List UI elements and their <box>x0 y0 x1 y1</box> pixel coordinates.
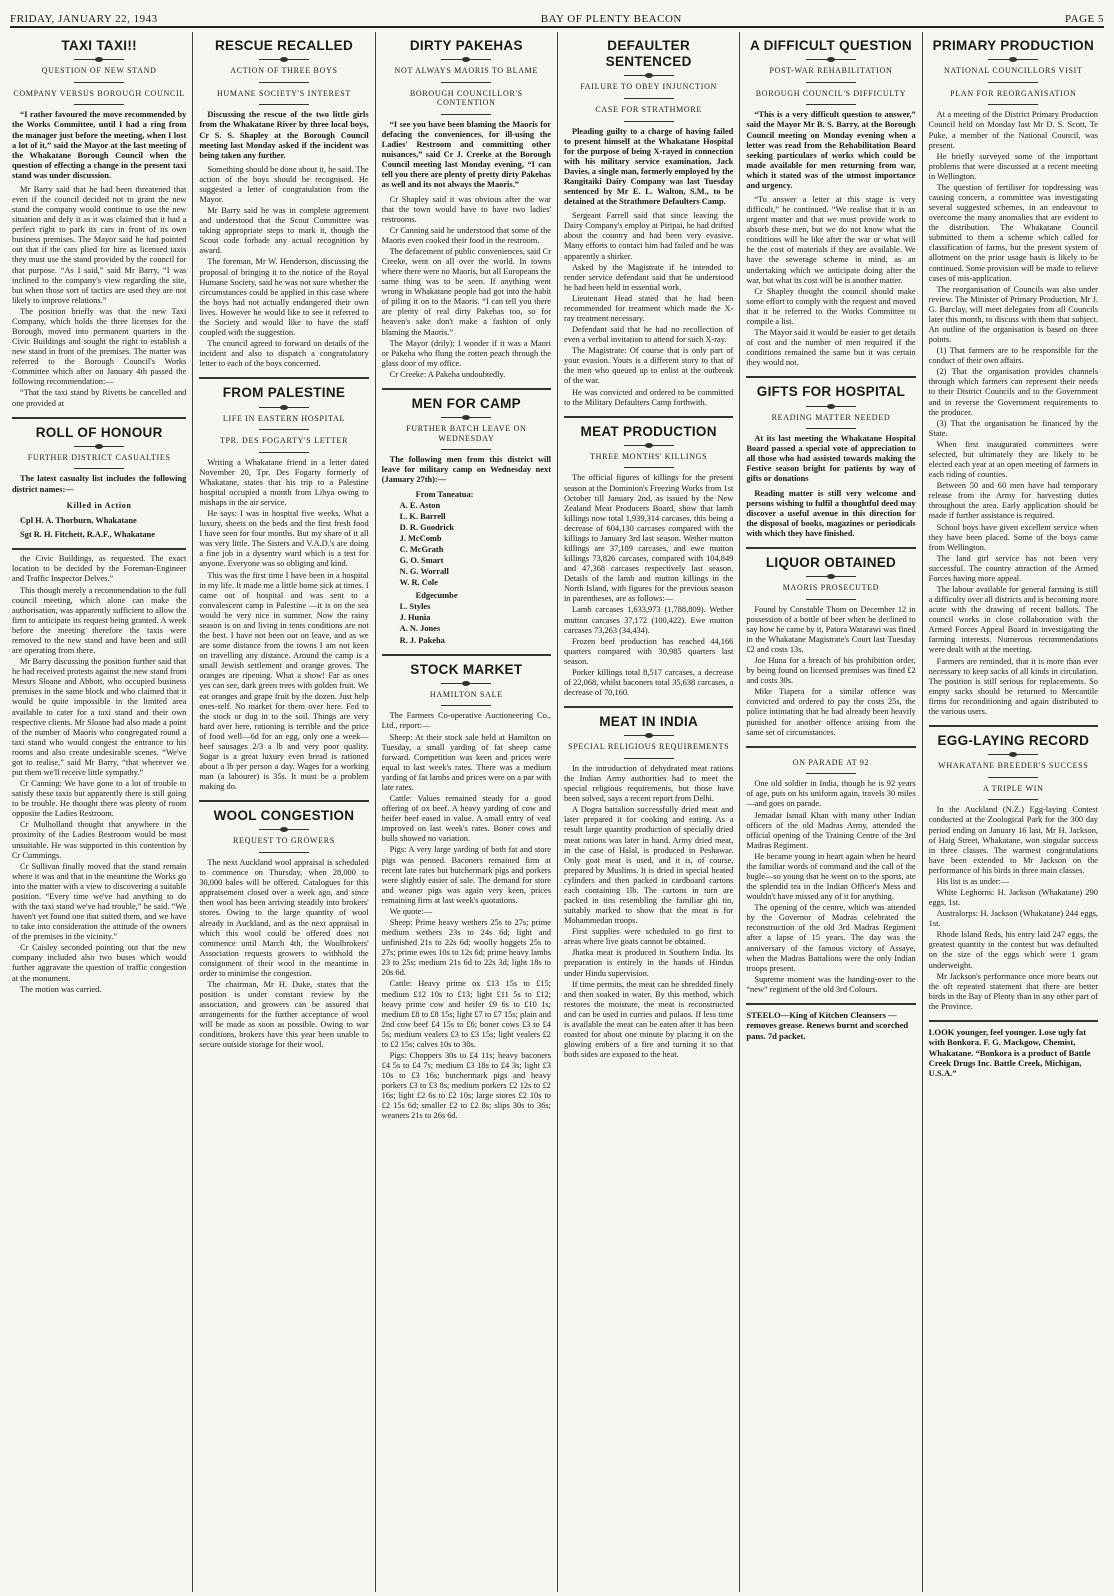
subheading: QUESTION OF NEW STAND <box>41 66 157 76</box>
paragraph: The motion was carried. <box>20 984 102 994</box>
paragraph: The reorganisation of Councils was also under review. The Minister of Primary Production, Mr J. G. Barclay, will meet delegates from all Councils later this month, to discuss with them that subject. An outline of the organisation is based on three points. <box>928 284 1098 345</box>
paragraph: Something should be done about it, he said. The action of the boys should be recognised. He suggested a letter of congratulation from the Mayor. <box>199 164 369 204</box>
paragraph: The position briefly was that the new Taxi Company, which holds the three licenses for the Borough, moved into permanent quarters in the Civic Buildings and sought the right to establish a new stand in front of the premises. The matter was referred to the Borough Council's Works Committee which after on January 4th passed the following recommendation:— <box>12 306 187 387</box>
article-headline-difficult: A DIFFICULT QUESTION <box>749 38 912 53</box>
name-list <box>400 490 551 646</box>
subheading: A TRIPLE WIN <box>983 783 1044 793</box>
paragraph: School boys have given excellent service when they have been placed. Some of the boys came from Wellington. <box>928 522 1098 552</box>
subheading: LIFE IN EASTERN HOSPITAL <box>222 413 346 423</box>
page-number: PAGE 5 <box>1065 12 1104 25</box>
paragraph: (2) That the organisation provides channels through which farmers can represent their needs to their District Councils and to the Government and in reverse the Government requirements to the producer. <box>928 367 1098 417</box>
paragraph: Porker killings total 8,517 carcases, a decrease of 22,068, whilst baconers total 35,638 carcases, a decrease of 70,160. <box>563 667 734 698</box>
subheading: TPR. DES FOGARTY'S LETTER <box>219 436 349 446</box>
list-item: L. K. Barrell <box>399 511 446 521</box>
divider <box>74 446 124 447</box>
paragraph: This though merely a recommendation to the full council meeting, which alone can make the authorisation, was apparently sufficient to allow the firm to anticipate its request being granted. A week before the meeting therefore the taxis were removed to the new stand and have been and still are operating from there. <box>12 585 187 656</box>
paragraph: Found by Constable Thom on December 12 in possession of a bottle of beer when he declined to say how he came by it, Patora Watarawi was fined in the Whakatane Magistrate's Court last Tuesday £2 and costs 13s. <box>746 604 916 654</box>
list-group-label: From Taneatua: <box>415 489 474 499</box>
paragraph: Farmers are reminded, that it is more than ever necessary to keep sacks of all kinds in circulation. The position is still serious for replacements. So empty sacks should be returned to Mercantile firms for reconditioning and again distributed to the various users. <box>928 656 1098 716</box>
column-1 <box>10 32 192 1592</box>
divider <box>74 59 124 60</box>
subheading: BOROUGH COUNCIL'S DIFFICULTY <box>755 88 907 98</box>
paragraph: Cr Shapley thought the council should make some effort to comply with the request and moved that it be referred to the Works Committee to compile a list. <box>746 286 916 326</box>
paragraph: Asked by the Magistrate if he intended to render service defendant said that he understood he had been held in essential work. <box>563 262 734 292</box>
article-headline-dirty: DIRTY PAKEHAS <box>409 38 523 53</box>
subheading: REQUEST TO GROWERS <box>233 836 335 846</box>
paragraph: Mr Barry said he was in complete agreement and understood that the Scout Committee was taking appropriate steps to mark it, though the Scout code forbade any actual recognition by award. <box>199 206 369 256</box>
article-headline-primary: PRIMARY PRODUCTION <box>932 38 1095 53</box>
list-item: A. E. Aston <box>399 500 441 510</box>
lead-paragraph: At its last meeting the Whakatane Hospital Board passed a special vote of appreciation to all those who had assisted towards making the Festive season bright for patients by way of gifts or donations <box>746 434 916 484</box>
divider <box>988 59 1038 60</box>
column-3 <box>375 32 557 1592</box>
paragraph: The labour available for general farming is still a difficulty over all districts and is becoming more acute with the drawing of recent ballots. The council works in close collaboration with the Armed Forces Appeal Board in investigating the farming interests. Numerous recommendations were dealt with at the meeting. <box>928 584 1098 655</box>
paragraph: In the introduction of dehydrated meat rations the Indian Army authorities had to meet the special religious requirements, but those have been solved, says a recent report from Delhi. <box>563 763 734 804</box>
list-item: D. R. Goodrick <box>399 522 455 532</box>
paragraph: Frozen beef production has reached 44,166 quarters compared with 30,985 quarters last season. <box>563 636 734 666</box>
list-item: R. J. Pakeha <box>399 635 445 645</box>
subheading: CASE FOR STRATHMORE <box>595 104 702 114</box>
paragraph: When first inaugurated committees were selected, but ultimately they are likely to be elected each year at an open meeting of farmers in each riding of counties. <box>928 439 1098 480</box>
paragraph: White Leghorns: H. Jackson (Whakatane) 290 eggs, 1st. <box>928 887 1098 908</box>
casualty-category: Killed in Action <box>66 500 132 510</box>
divider <box>806 428 856 429</box>
paragraph: Jemadar Ismail Khan with many other Indian officers of the old Madras Army, attended the official opening of the Training Centre of the 3rd Madras Regiment. <box>746 810 916 850</box>
column-6 <box>922 32 1104 1592</box>
paragraph: The Mayor said it would be easier to get details of cost and the number of men required if the conditions remained the same but it was certain they would not. <box>746 328 916 368</box>
list-item: N. G. Worrall <box>399 567 449 577</box>
section-rule <box>746 746 915 748</box>
lead-paragraph: “This is a very difficult question to answer,” said the Mayor Mr B. S. Barry, at the Borough Council meeting on Monday evening when a letter was read from the Rehabilitation Board seeking particulars of works which could be made available for men returning from war, which it stated was of the utmost importance and urgency. <box>746 110 916 190</box>
divider <box>74 468 124 469</box>
divider <box>259 429 309 430</box>
divider <box>624 98 674 99</box>
paragraph: “To answer a letter at this stage is very difficult,” he continued. “We realise that it is an urgent matter and that we must provide work to absorb these men, but we do not know what the conditions will be like after the war or what will be the cost of materials if they are available. We have the sewerage scheme in mind, as an undertaking which we anticipate doing after the war, but what its cost will be is another matter. <box>746 195 916 285</box>
paragraph: Cattle: Values remained steady for a good offering of ox beef. A heavy yarding of cow and heifer beef eased in value. A small entry of veal improved on last week's rates. Boner cows and bulls showed no variation. <box>381 794 551 844</box>
divider <box>988 82 1038 83</box>
casualty-name: Cpl H. A. Thorburn, Whakatane <box>20 516 137 526</box>
masthead <box>10 6 1104 28</box>
paragraph: Mike Tiapera for a similar offence was convicted and ordered to pay the costs 25s, the police intimating that he had already been heavily punished for another offence arising from the same set of circumstances. <box>746 687 916 737</box>
subheading: WHAKATANE BREEDER'S SUCCESS <box>938 761 1089 771</box>
list-item: J. McComb <box>399 533 442 543</box>
paragraph: Cr Sullivan finally moved that the stand remain where it was and that in the meantime the Works go into the matter with a view to discovering a suitable position. “Every time we've had anything to do with the taxi stand we've had trouble,” he said. “We haven't yet found one that suited them, and we have to take into consideration the attitude of the owners of the premises in the vicinity.” <box>12 861 187 942</box>
paragraph: Sergeant Farrell said that since leaving the Dairy Company's employ at Piripai, he had drifted about the country and had been very evasive. Many efforts to contact him had failed and he was apparently a shirker. <box>563 211 734 261</box>
paragraph: He says: I was in hospital five weeks. What a luxury, sheets on the beds and the first fresh food I have seen for four months. But my share of it all was very little. The Sisters and V.A.D.'s are doing a fine job in a dysentry ward which is a test for anyone. Everyone was so obliging and kind. <box>199 509 369 569</box>
divider <box>624 758 674 759</box>
article-headline-parade: ON PARADE AT 92 <box>792 757 870 767</box>
paragraph: The Magistrate: Of course that is only part of your evasion. Yours is a different story to that of the men who queued up to enlist at the outbreak of the war. <box>563 346 734 386</box>
list-group-label: Edgecumbe <box>415 591 458 601</box>
divider <box>441 82 491 83</box>
paragraph: He briefly surveyed some of the important problems that were discussed at a recent meeting in Wellington. <box>928 151 1098 181</box>
article-headline-defaulter: DEFAULTER SENTENCED <box>605 38 692 70</box>
divider <box>259 852 309 853</box>
article-headline-taxi: TAXI TAXI!! <box>61 38 137 53</box>
divider <box>988 754 1038 755</box>
article-headline-rescue: RESCUE RECALLED <box>214 38 353 53</box>
column-2 <box>192 32 374 1592</box>
subheading: POST-WAR REHABILITATION <box>769 66 893 76</box>
divider <box>806 104 856 105</box>
advertisement-bonkora: LOOK younger, feel younger. Lose ugly fat with Bonkora. F. G. Mackgow, Chemist, Whakatane. “Bonkora is a product of Battle Creek Drugs Inc. Battle Creek, Michigan, U.S.A.” <box>929 1020 1098 1079</box>
section-rule <box>564 416 733 418</box>
paragraph: Between 50 and 60 men have had temporary release from the Army for harvesting duties throughout the area. Early application should be made if further assistance is required. <box>928 481 1098 521</box>
section-rule <box>12 548 186 550</box>
lead-paragraph: Discussing the rescue of the two little girls from the Whakatane River by three local boys, Cr S. S. Shapley at the Borough Council meeting last Monday asked if the incident was being taken any further. <box>199 110 369 160</box>
column-4 <box>557 32 739 1592</box>
lead-paragraph: Reading matter is still very welcome and persons wishing to fulfil a thoughtful deed may discover a useful avenue in this direction for the disposal of books, magazines or periodicals with which they have finished. <box>746 488 916 538</box>
divider <box>624 121 674 122</box>
article-headline-liquor: LIQUOR OBTAINED <box>765 554 897 570</box>
ad-title: STEELO <box>746 1009 781 1020</box>
paragraph: Mr Barry discussing the position further said that he had received protests against the new stand from Messrs Sloane and Abbott, who occupied business premises in the same block and who claimed that it would be quite impossible in the limited area available to cater for a taxi stand and their own respective clients. Mr Sloane had also made a point of the number of Maoris who congregated round a taxi stand who would congest the entrance to his rooms and also create undesirable scenes. “We've got to realise,” said Mr Barry, “that wherever we put them we'll receive little sympathy.” <box>12 657 187 777</box>
paragraph: First supplies were scheduled to go first to areas where live goats cannot be obtained. <box>563 927 734 947</box>
divider <box>806 599 856 600</box>
paragraph: Cattle: Heavy prime ox £13 15s to £15; medium £12 10s to £13; light £11 5s to £12; heavy prime cow and heifer £9 6s to £10 1s; medium £8 to £8 15s; light £7 to £7 15s; plain and 2nd cow beef £4 15s to £6; boner cows £3 to £4 5s; medium vealers £3 to £3 15s; light vealers £2 to £2 15s; calves 10s to 30s. <box>381 979 551 1049</box>
paragraph: The Mayor (drily): I wonder if it was a Maori or Pakeha who flung the rotten peach through the glass door of my office. <box>381 338 551 368</box>
paragraph: The land girl service has not been very successful. The country attraction of the Armed Forces having more appeal. <box>928 553 1098 583</box>
paragraph: Pigs: A very large yarding of both fat and store pigs was penned. Baconers remained firm at recent late rates but butchermark pigs and porkers were slightly easier of sale. The demand for store and weaner pigs was again very keen, prices remaining firm at last week's quotations. <box>381 845 551 905</box>
article-headline-stock: STOCK MARKET <box>410 661 523 677</box>
section-rule <box>564 706 733 708</box>
section-rule <box>199 377 368 379</box>
casualty-name: Sgt R. H. Fitchett, R.A.F., Whakatane <box>20 530 155 540</box>
paragraph: Mr Jackson's performance once more bears out the oft repeated statement that there are better birds in the Bay of Plenty than in any other part of the Province. <box>928 971 1098 1011</box>
list-item: W. R. Cole <box>399 578 438 588</box>
paragraph: Cr Shapley said it was obvious after the war that the town would have to have two ladies' restrooms. <box>381 194 551 224</box>
paragraph: The question of fertiliser for topdressing was causing concern, a committee was investigating several suggested schemes, in an endeavour to overcome the many anomalies that are evident to the distribution. The Whakatane Council submitted to them a scheme which called for classification of farms, but the present system of allotment on the prior usage basis is likely to be continued. Some provision will be made to relieve cases of mis-application. <box>928 182 1098 283</box>
section-rule <box>746 376 915 378</box>
list-item: G. O. Smart <box>399 556 444 565</box>
divider <box>259 104 309 105</box>
divider <box>441 59 491 60</box>
subheading: READING MATTER NEEDED <box>771 412 891 422</box>
section-rule <box>382 654 551 656</box>
lead-paragraph: The latest casualty list includes the following district names:— <box>12 474 187 494</box>
paragraph: The Farmers Co-operative Auctioneering Co., Ltd., report:— <box>381 711 551 731</box>
divider <box>624 75 674 76</box>
divider <box>806 406 856 407</box>
lead-paragraph: “I see you have been blaming the Maoris for defacing the conveniences, for ill-using the Ladies' Restroom and committing other nuisances,” said Cr J. Creeke at the Borough Council meeting last Monday evening, “I can tell you there are plenty of pretty dirty Pakehas as well and its not always the Maoris.” <box>381 119 551 190</box>
divider <box>74 82 124 83</box>
paragraph: Defendant said that he had no recollection of even a verbal invitation to attend for such X-ray. <box>563 325 734 345</box>
subheading: MAORIS PROSECUTED <box>782 583 880 593</box>
subheading: NATIONAL COUNCILLORS VISIT <box>943 66 1083 76</box>
divider <box>441 449 491 450</box>
paragraph: Cr Caisley seconded pointing out that the new company included also two buses which would further aggravate the question of traffic congestion at the monument. <box>12 943 187 983</box>
paragraph: the Civic Buildings, as requested. The exact location to be decided by the Foreman-Engineer and Traffic Inspector Delves.” <box>12 554 187 584</box>
paragraph: Cr Creeke: A Pakeha undoubtedly. <box>389 369 506 379</box>
paragraph: Australorps: H. Jackson (Whakatane) 244 eggs, 1st. <box>928 909 1098 929</box>
subheading: FAILURE TO OBEY INJUNCTION <box>580 82 718 92</box>
issue-date: FRIDAY, JANUARY 22, 1943 <box>10 12 158 25</box>
article-headline-gifts: GIFTS FOR HOSPITAL <box>756 384 906 400</box>
subheading: HUMANE SOCIETY'S INTEREST <box>216 88 352 98</box>
paragraph: At a meeting of the District Primary Production Council held on Monday last Mr D. S. Scott, Te Puke, a member of the National Council, was present. <box>928 110 1098 150</box>
divider <box>806 59 856 60</box>
paragraph: He became young in heart again when he heard the familiar words of command and the call of the bugle—so young that he went on to the sports, ate the splendid tea in the Indian Officer's Mess and wouldn't have missed any of it for anything. <box>746 851 916 902</box>
section-rule <box>746 547 915 549</box>
paragraph: “That the taxi stand by Rivetts be cancelled and one provided at <box>12 388 187 408</box>
paragraph: We quote:— <box>389 906 433 916</box>
paragraph: Jhatka meat is produced in Southern India. Its preparation is entirely in the hands of Hindus under Hindu supervision. <box>563 948 734 978</box>
article-headline-meat-production: MEAT PRODUCTION <box>580 423 717 439</box>
subheading: FURTHER DISTRICT CASUALTIES <box>27 452 171 462</box>
subheading: BOROUGH COUNCILLOR'S CONTENTION <box>409 88 523 108</box>
section-rule <box>929 725 1098 727</box>
subheading: HAMILTON SALE <box>429 689 503 699</box>
divider <box>988 104 1038 105</box>
paragraph: One old soldier in India, though he is 92 years of age, puts on his uniform again, travels 30 miles—and goes on parade. <box>746 779 916 809</box>
paragraph: The foreman, Mr W. Henderson, discussing the proposal of bringing it to the notice of the Royal Humane Society, said he was not sure whether the circumstances could be applied in this case where the boys had not actually endangered their own lives. However he would like to see it referred to the Society and would like to have the staff coupled with the suggestion. <box>199 257 369 338</box>
article-headline-egg: EGG-LAYING RECORD <box>937 732 1090 748</box>
paragraph: (1) That farmers are to be responsible for the conduct of their own affairs. <box>928 346 1098 366</box>
article-headline-wool: WOOL CONGESTION <box>213 808 355 824</box>
divider <box>441 705 491 706</box>
divider <box>806 576 856 577</box>
paragraph: The defacement of public conveniences, said Cr Creeke, went on all over the world. In towns where there were no Maoris, but all Europeans the same thing was to be seen. If anything went wrong in Whakatane people had got into the habit of piling it on to the Maoris. “I can tell you there are plenty of real dirty Pakehas too, so for heaven's sake don't make a fashion of only blaming the Maoris.” <box>381 246 551 337</box>
list-item: A. N. Jones <box>399 624 441 634</box>
divider <box>988 799 1038 800</box>
divider <box>806 773 856 774</box>
paragraph: Sheep: Prime heavy wethers 25s to 27s; prime medium wethers 23s to 24s 6d; light and unfinished 21s to 22s 6d; woolly hoggets 25s to 27s; prime ewes 10s to 12s 6d; prime heavy lambs 23 to 25s; medium 21s 6d to 22s 3d; light 18s to 20s 6d. <box>381 917 551 978</box>
list-item: L. Styles <box>399 602 431 612</box>
paragraph: This was the first time I have been in a hospital in my life. It made me a little home sick at times. I came out of hospital and was sent to a convalescent camp in Palestine —it is on the sea would be very nice in summer. Now the rainy season is on and living in tents conditions are not the best. I have not been out on leave, and as we are some distance from the towns I am not keen on travelling any distance. Around the camp is a small Jewish settlement and orange groves. The oranges are ripening. What a show! Far as ones yes can see, dark green trees with golden fruit. We eat oranges and grape fruit by the dozen. Just help ones-self. No market for them over here. Fed to the stock or dug in to the soil. Things are very hard over here, rationing is terrible and the price of food well—6d for an egg, only one a week—beef sausages 2/3 a lb and very poor quality. Sugar is a great luxury even bread is rationed about a lb per person a day. Wages for a working man (a labourer) is 35s. It must be a problem making do. <box>199 570 369 792</box>
paragraph: He was convicted and ordered to be committed to the Military Defaulters Camp forthwith. <box>563 387 734 407</box>
paragraph: Cr Canning said he understood that some of the Maoris even cooked their food in the restroom. <box>381 225 551 245</box>
subheading: SPECIAL RELIGIOUS REQUIREMENTS <box>568 742 730 752</box>
paragraph: Sheep: At their stock sale held at Hamilton on Tuesday, a small yarding of fat sheep came forward. Competition was keen and prices were equal to last week's rates. There was a medium yarding of fat lambs and prices were on a par with late rates. <box>381 732 551 792</box>
paragraph: The next Auckland wool appraisal is scheduled to commence on Thursday, when 28,000 to 30,000 bales will be offered. Catalogues for this appraisement closed over a week ago, and since then wool has been arriving steadily into brokers' stores. Owing to the large quantity of wool already in Auckland, and as the next appraisal in which this wool could be offered does not commence until March 4th, the Woolbrokers' Association requests growers to withhold the consignment of their wool in the meantime in order to minimise the congestion. <box>199 858 369 978</box>
subheading: COMPANY VERSUS BOROUGH COUNCIL <box>13 88 185 98</box>
divider <box>988 777 1038 778</box>
paragraph: His list is as under:— <box>936 876 1010 886</box>
paragraph: Rhode Island Reds, his entry laid 247 eggs, the greatest quantity in the contest but was defaulted on the size of the eggs which were 1 gram underweight. <box>928 930 1098 970</box>
divider <box>441 417 491 418</box>
lead-paragraph: Pleading guilty to a charge of having failed to present himself at the Whakatane Hospital for the purpose of being X-rayed in connection with his military service examination, Jack Davies, a single man, formerly employed by the Rangitaiki Dairy Company was last Tuesday sentenced by Mr E. L. Walton, S.M., to be detained at the Strathmore Defaulters Camp. <box>563 126 734 207</box>
list-item: J. Hunia <box>399 613 431 623</box>
divider <box>259 452 309 453</box>
divider <box>624 445 674 446</box>
paragraph: Mr Barry said that he had been threatened that even if the council decided not to grant the new stand the company would continue to use the new situation and defy it as it was claimed that it had a perfect right to park its cars in front of its own business premises. The Mayor said he had pointed out that if the cars plied for hire as licensed taxis they must use the stand provided by the council for that purpose. “As I said,” said Mr Barry, “I was inclined to the company's view regarding the site, but when those sort of tactics are used they are not likely to improve relations.” <box>12 184 187 305</box>
subheading: NOT ALWAYS MAORIS TO BLAME <box>394 66 539 76</box>
divider <box>806 82 856 83</box>
divider <box>259 407 309 408</box>
divider <box>441 114 491 115</box>
paragraph: Cr Mulholland thought that anywhere in the proximity of the Ladies Restroom would be most unsuitable. He was supported in this contention by Cr Cummings. <box>12 820 187 860</box>
column-5 <box>739 32 921 1592</box>
subheading: ACTION OF THREE BOYS <box>230 66 338 76</box>
article-headline-roll: ROLL OF HONOUR <box>35 424 163 440</box>
article-headline-palestine: FROM PALESTINE <box>222 385 346 401</box>
article-headline-camp: MEN FOR CAMP <box>411 395 521 411</box>
subheading: FURTHER BATCH LEAVE ON WEDNESDAY <box>406 424 527 443</box>
paper-name: BAY OF PLENTY BEACON <box>540 12 682 25</box>
paragraph: Joe Huna for a breach of his prohibition order, by being found on licensed premises was fined £2 and costs 30s. <box>746 656 916 686</box>
list-item: C. McGrath <box>399 544 444 554</box>
section-rule <box>199 800 368 802</box>
columns <box>10 32 1104 1592</box>
divider <box>624 735 674 736</box>
paragraph: Cr Canning: We have gone to a lot of trouble to satisfy these taxis but apparently there is still going to be trouble. He thought there was plenty of room opposite the Ladies Restroom. <box>12 779 187 819</box>
divider <box>74 104 124 105</box>
paragraph: Pigs: Choppers 30s to £4 11s; heavy baconers £4 5s to £4 7s; medium £3 18s to £4 3s; light £3 10s to £3 16s; butchermark pigs and heavy porkers £3 to £3 8s; medium porkers £2 12s to £2 16s; light £2 6s to £2 10s; large stores £2 10s to £2 15s 6d; smaller £2 to £2 8s; slips 30s to 36s; weaners 21s to 26s 6d. <box>381 1050 551 1121</box>
paragraph: Writing a Whakatane friend in a letter dated November 20, Tpr. Des Fogarty formerly of Whakatane, states that his trip to a Palestine hospital occupied a month from Libya owing to mishaps in the air service. <box>199 457 369 508</box>
paragraph: Lieutenant Head stated that he had been recommended for treatment which made the X-ray treatment necessary. <box>563 293 734 323</box>
lead-paragraph: “I rather favoured the move recommended by the Works Committee, until I had a ring from the manager just before the meeting, when I lost a lot of it,” said the Mayor at the last meeting of the Whakatane Borough Council when the question of effecting a change in the present taxi stand was under discussion. <box>12 110 187 180</box>
lead-paragraph: The following men from this district will leave for military camp on Wednesday next (January 27th):— <box>381 455 551 485</box>
divider <box>441 683 491 684</box>
divider <box>624 467 674 468</box>
paragraph: The chairman, Mr H. Duke, states that the position is under constant review by the association, and growers can be assured that arrangements for the further acceptance of wool will be made as soon as possible. Owing to war conditions, brokers have this year been unable to secure outside storage for their wool. <box>199 980 369 1050</box>
paragraph: The council agreed to forward on details of the incident and also to dispatch a congratulatory letter to each of the boys concerned. <box>199 339 369 369</box>
subheading: THREE MONTHS' KILLINGS <box>590 451 708 461</box>
divider <box>259 82 309 83</box>
section-rule <box>12 417 186 419</box>
paragraph: In the Auckland (N.Z.) Egg-laying Contest conducted at the Zoological Park for the 300 day period ending on January 16 last, Mr H. Jackson, of Haig Street, Whakatane, won singular success in three classes. The warmest congratulations have been extended to Mr Jackson on the performance of his birds in three main classes. <box>928 805 1098 875</box>
paragraph: Lamb carcases 1,633,973 (1,788,809). Wether mutton carcases 37,172 (100,422). Ewe mutton carcases 73,263 (34,434). <box>563 605 734 635</box>
paragraph: Supreme moment was the handing-over to the “new” regiment of the old 3rd Colours. <box>746 974 916 994</box>
paragraph: (3) That the organisation be financed by the State. <box>928 418 1098 438</box>
paragraph: The opening of the centre, which was attended by the Governor of Madras celebrated the reconstruction of the old 3rd Madras Regiment after a lapse of 15 years. The day was the anniversary of the famous victory of Assaye, when the Madras Battalions were the only Indian troops present. <box>746 903 916 973</box>
divider <box>259 829 309 830</box>
subheading: PLAN FOR REORGANISATION <box>950 88 1077 98</box>
ad-text: —King of Kitchen Cleansers —removes grease. Renews burnt and scorched pans. 7d packet. <box>746 1009 909 1041</box>
paragraph: A Dogra battalion successfully dried meat and later prepared it for cooking and eating. As a result large quantity production of specially dried meat rations was later in hand. Army dried meat, in the case of Halal, is produced in Peshawar. Only goat meat is used, and it is, of course, prepared by Muslims. It is dried in special heated cylinders and then packed in cardboard cartons each containing 1lb. The cartons in turn are packed in tins resembling the familiar ghi tin, suitably marked to show that the meat is for Mohammedan troops. <box>563 805 734 926</box>
advertisement-steelo <box>746 1003 915 1041</box>
paragraph: The official figures of killings for the present season at the Dominion's Freezing Works from 1st October till January 2nd, as issued by the New Zealand Meat Producers Board, show that lamb killings now total 1,939,314 carcases, this being a decrease of 604,130 carcases compared with the killings to January 3rd last season. Wether mutton killings are 37,189 carcases, and ewe mutton killings 73,826 carcases, compared with 104,849 and 47,368 carcases respectively last season. Details of the lamb and mutton killings in the North Island, with figures for the previous season in parentheses, are as follows:— <box>563 473 734 604</box>
section-rule <box>382 388 551 390</box>
article-headline-meat-india: MEAT IN INDIA <box>599 714 699 730</box>
paragraph: If time permits, the meat can be shredded finely and then soaked in water. By this method, which restores the moisture, the meat is reconstructed and can be used in curries and pulaos. If less time is available the meat can be eaten after it has been roasted for about one minute by placing it on the glowing embers of a fire and turning it so that both sides are exposed to the heat. <box>563 979 734 1060</box>
divider <box>259 59 309 60</box>
